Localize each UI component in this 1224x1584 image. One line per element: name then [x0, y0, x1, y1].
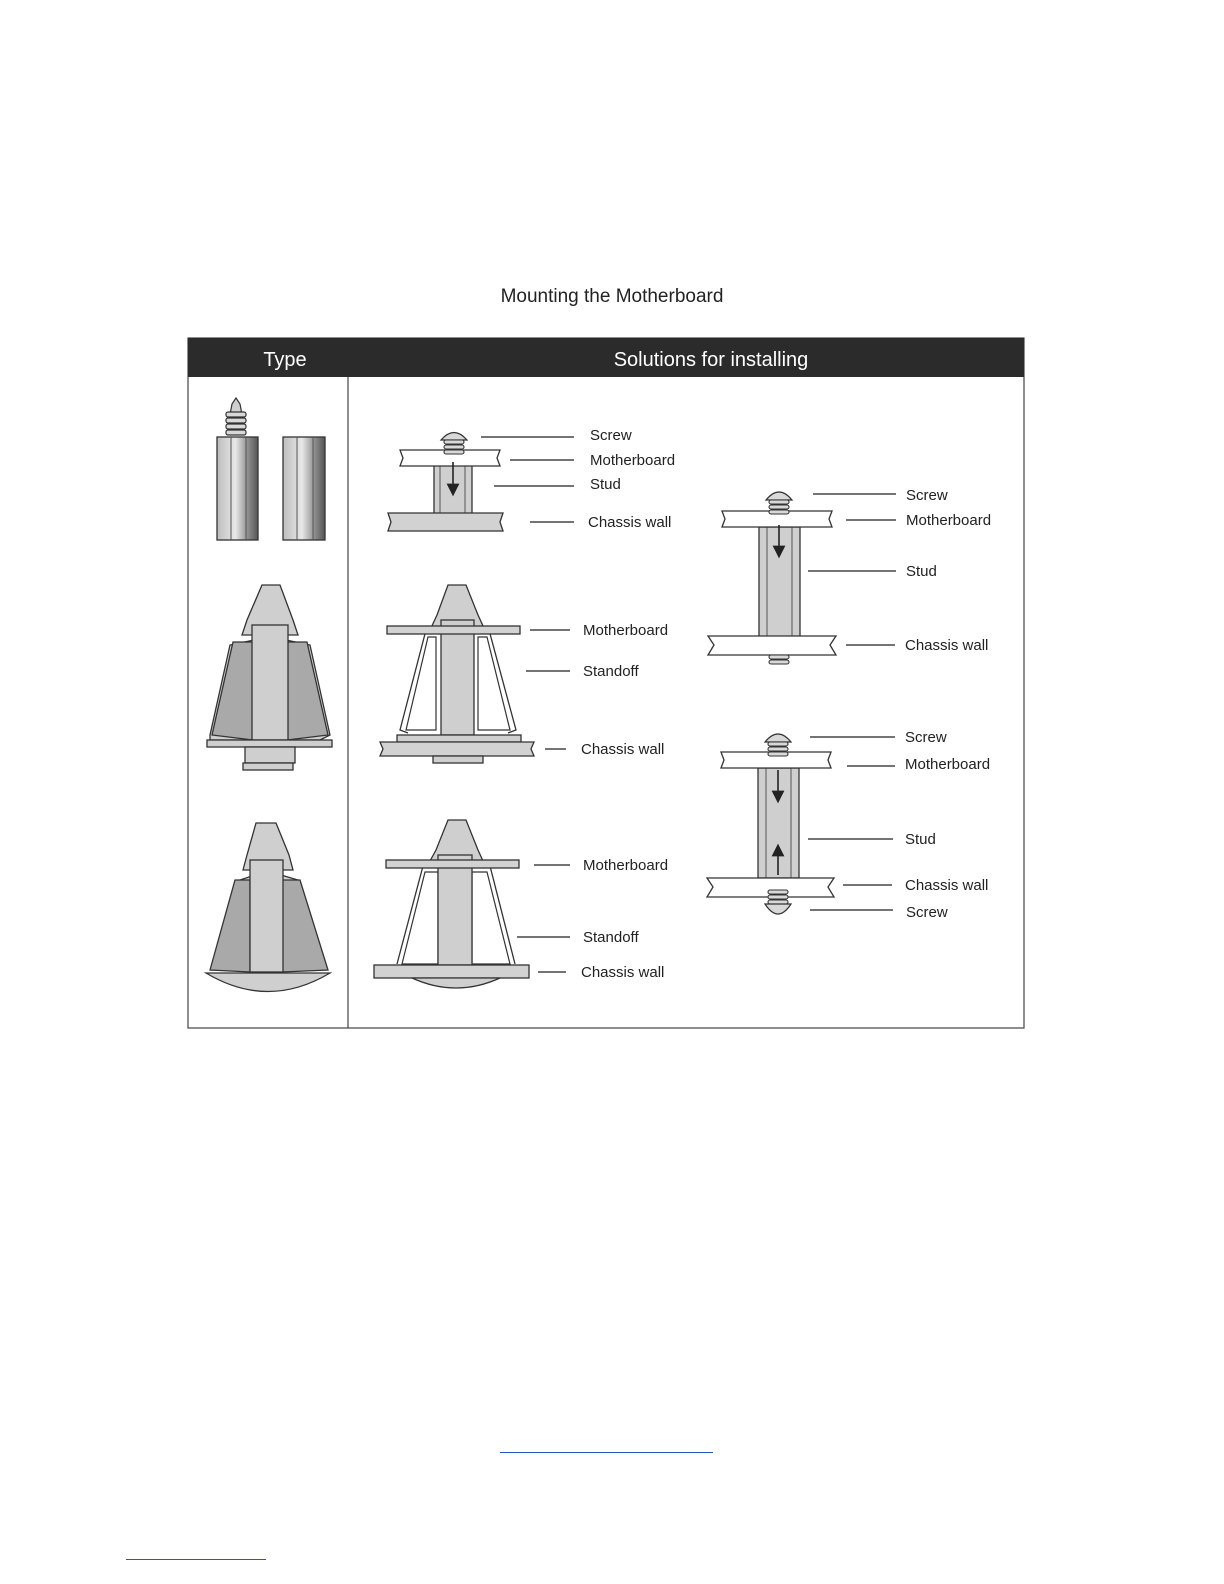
- solution-stud-long: [708, 487, 991, 664]
- label-e-chassis: Chassis wall: [905, 877, 989, 894]
- label-b-motherboard: Motherboard: [583, 622, 669, 639]
- table-header-bar: [188, 338, 1024, 377]
- label-d-stud: Stud: [906, 563, 937, 580]
- page-title: Mounting the Motherboard: [500, 286, 724, 307]
- label-d-motherboard: Motherboard: [906, 512, 992, 529]
- type-snap-standoff-icon: [206, 823, 330, 992]
- label-e-screw: Screw: [905, 729, 947, 746]
- label-e-motherboard: Motherboard: [905, 756, 991, 773]
- label-c-chassis: Chassis wall: [581, 964, 665, 981]
- solution-snap-standoff: [374, 820, 668, 988]
- solution-standoff-base: [380, 585, 668, 763]
- header-solutions: Solutions for installing: [613, 349, 809, 371]
- label-c-standoff: Standoff: [583, 929, 639, 946]
- header-type: Type: [263, 349, 307, 371]
- label-a-screw: Screw: [590, 427, 632, 444]
- label-b-standoff: Standoff: [583, 663, 639, 680]
- label-c-motherboard: Motherboard: [583, 857, 669, 874]
- footer-link-underline[interactable]: [500, 1452, 713, 1453]
- label-a-motherboard: Motherboard: [590, 452, 676, 469]
- label-a-stud: Stud: [590, 476, 621, 493]
- label-d-chassis: Chassis wall: [905, 637, 989, 654]
- solution-stud-double-screw: [707, 729, 990, 921]
- label-b-chassis: Chassis wall: [581, 741, 665, 758]
- label-e-screw-bottom: Screw: [906, 904, 948, 921]
- solution-stud-short: [388, 427, 675, 531]
- type-threaded-stud-icon: [217, 398, 325, 540]
- label-d-screw: Screw: [906, 487, 948, 504]
- label-e-stud: Stud: [905, 831, 936, 848]
- footnote-rule: [126, 1559, 266, 1560]
- label-a-chassis: Chassis wall: [588, 514, 672, 531]
- type-standoff-icon: [207, 585, 332, 770]
